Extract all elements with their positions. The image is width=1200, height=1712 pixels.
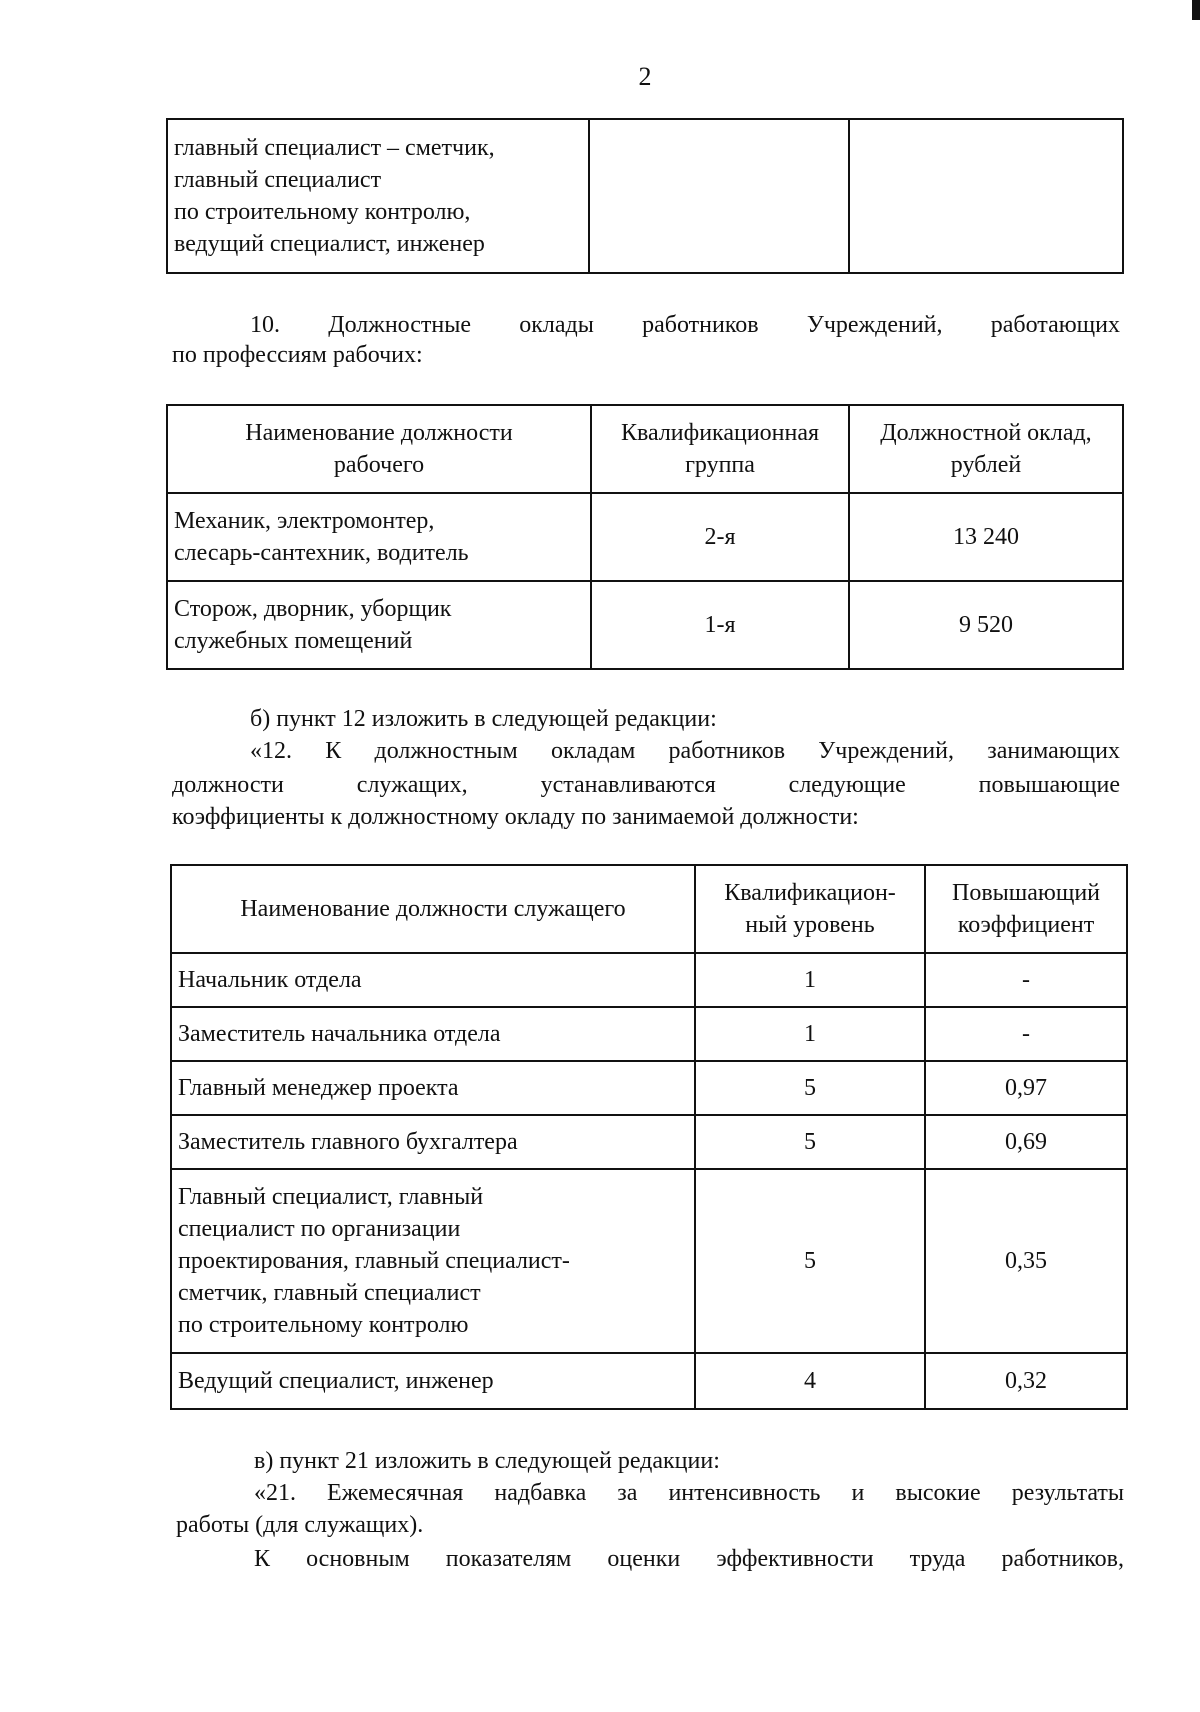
paragraph-10-line1: 10. Должностные оклады работников Учреждений, работающих (250, 312, 1120, 338)
item-v-line2: работы (для служащих). (176, 1512, 424, 1538)
cell-line: по строительному контролю, (174, 199, 471, 225)
position-name: Заместитель главного бухгалтера (171, 1115, 695, 1169)
position-name: Главный специалист, главный специалист по организации проектирования, главный специалист- сметчик, главный специалист по строительному контролю (171, 1169, 695, 1353)
page-number: 2 (638, 62, 652, 91)
item-b-intro: б) пункт 12 изложить в следующей редакции: (250, 706, 717, 732)
item-v-line3: К основным показателям оценки эффективности труда работников, (254, 1546, 1124, 1572)
item-b-line2: должности служащих, устанавливаются следующие повышающие (172, 772, 1120, 798)
item-b-line1: «12. К должностным окладам работников Учреждений, занимающих (250, 738, 1120, 764)
table-header-row (171, 865, 1127, 953)
qualification-level: 4 (695, 1353, 925, 1409)
coefficient-value: - (925, 953, 1127, 1007)
qualification-level: 1 (695, 1007, 925, 1061)
qualification-level: 5 (695, 1115, 925, 1169)
position-name: Начальник отдела (171, 953, 695, 1007)
header-position: Наименование должности рабочего (167, 405, 591, 493)
item-v-intro: в) пункт 21 изложить в следующей редакции: (254, 1448, 720, 1474)
scan-edge-mark (1192, 0, 1200, 20)
continued-position-cell (167, 119, 589, 273)
qualification-group: 2-я (591, 493, 849, 581)
coefficient-value: 0,97 (925, 1061, 1127, 1115)
paragraph-10-line2: по профессиям рабочих: (172, 342, 423, 368)
qualification-group: 1-я (591, 581, 849, 669)
header-group: Квалификационная группа (591, 405, 849, 493)
coefficient-value: 0,35 (925, 1169, 1127, 1353)
position-name: Главный менеджер проекта (171, 1061, 695, 1115)
qualification-level: 5 (695, 1169, 925, 1353)
qualification-level: 5 (695, 1061, 925, 1115)
cell-line: главный специалист – сметчик, (174, 135, 495, 161)
header-position: Наименование должности служащего (171, 865, 695, 953)
cell-line: главный специалист (174, 167, 382, 193)
table-row (171, 1353, 1127, 1409)
employees-coefficient-table (170, 864, 1128, 1410)
header-coefficient: Повышающий коэффициент (925, 865, 1127, 953)
position-name: Заместитель начальника отдела (171, 1007, 695, 1061)
table-row (171, 1007, 1127, 1061)
cell-line: ведущий специалист, инженер (174, 231, 485, 257)
table-row (171, 1061, 1127, 1115)
table-row (171, 953, 1127, 1007)
item-v-line1: «21. Ежемесячная надбавка за интенсивность и высокие результаты (254, 1480, 1124, 1506)
position-name: Механик, электромонтер, слесарь-сантехник, водитель (167, 493, 591, 581)
workers-salary-table (166, 404, 1124, 670)
qualification-level: 1 (695, 953, 925, 1007)
header-level: Квалификацион- ный уровень (695, 865, 925, 953)
table-row (171, 1169, 1127, 1353)
position-name: Сторож, дворник, уборщик служебных помещений (167, 581, 591, 669)
header-salary: Должностной оклад, рублей (849, 405, 1123, 493)
salary-value: 9 520 (849, 581, 1123, 669)
table-header-row (167, 405, 1123, 493)
empty-cell (849, 119, 1123, 273)
salary-value: 13 240 (849, 493, 1123, 581)
table-row (171, 1115, 1127, 1169)
coefficient-value: 0,69 (925, 1115, 1127, 1169)
table-row (167, 493, 1123, 581)
position-name: Ведущий специалист, инженер (171, 1353, 695, 1409)
coefficient-value: 0,32 (925, 1353, 1127, 1409)
empty-cell (589, 119, 849, 273)
table-row (167, 581, 1123, 669)
item-b-line3: коэффициенты к должностному окладу по занимаемой должности: (172, 804, 859, 830)
continued-table (166, 118, 1124, 274)
coefficient-value: - (925, 1007, 1127, 1061)
